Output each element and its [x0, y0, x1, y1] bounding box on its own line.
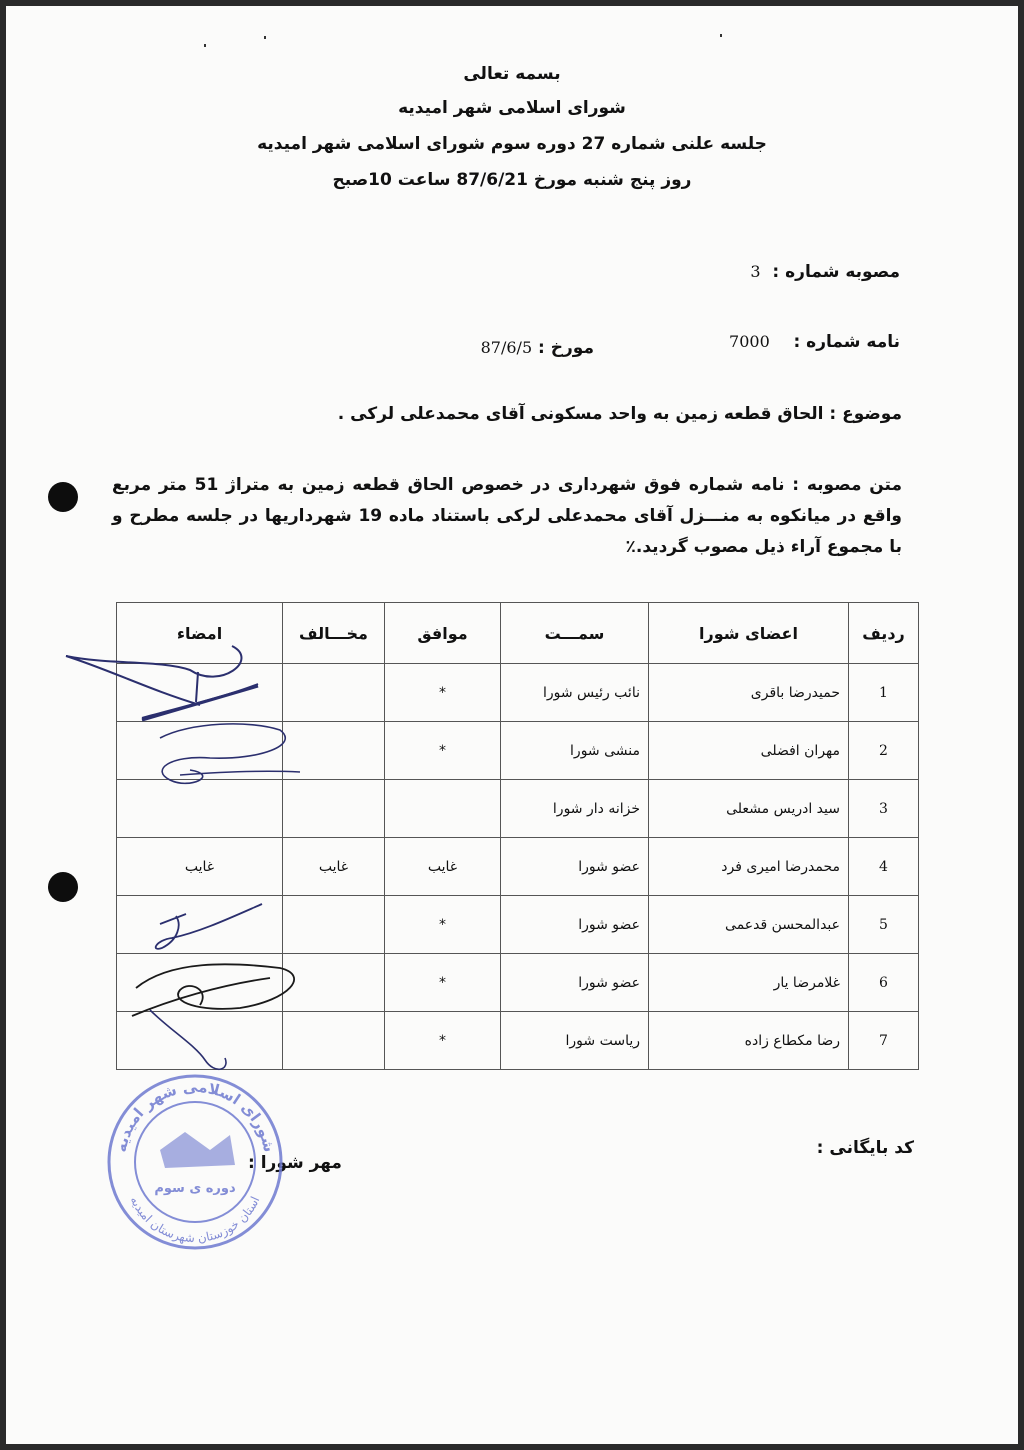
svg-text:استان خوزستان شهرستان امیدیه	[128, 1194, 263, 1245]
oppose-cell	[283, 896, 385, 954]
header-council-name: شورای اسلامی شهر امیدیه	[398, 98, 626, 118]
agree-cell: *	[385, 664, 501, 722]
table-row	[117, 722, 919, 780]
agree-cell: *	[385, 954, 501, 1012]
member-name: عبدالمحسن قدعمی	[649, 896, 849, 954]
resolution-subject: موضوع : الحاق قطعه زمین به واحد مسکونی آقای محمدعلی لرکی .	[337, 404, 902, 424]
signature-cell: غایب	[117, 838, 283, 896]
member-name: غلامرضا یار	[649, 954, 849, 1012]
table-row	[117, 954, 919, 1012]
member-role: عضو شورا	[501, 954, 649, 1012]
agree-cell: غایب	[385, 838, 501, 896]
vote-table	[116, 602, 919, 1070]
oppose-cell	[283, 664, 385, 722]
resolution-number-value: 3	[750, 262, 761, 281]
header-signature: امضاء	[117, 603, 283, 664]
member-name: محمدرضا امیری فرد	[649, 838, 849, 896]
scan-speck	[264, 36, 266, 39]
punch-hole	[48, 872, 78, 902]
table-row	[117, 1012, 919, 1070]
header-oppose: مخـــالف	[283, 603, 385, 664]
letter-number	[729, 332, 900, 352]
member-role: عضو شورا	[501, 838, 649, 896]
header-row-number: ردیف	[849, 603, 919, 664]
oppose-cell	[283, 722, 385, 780]
vote-table-header	[117, 603, 919, 664]
header-session: جلسه علنی شماره 27 دوره سوم شورای اسلامی شهر امیدیه	[257, 134, 767, 154]
row-number: 7	[849, 1012, 919, 1070]
row-number: 4	[849, 838, 919, 896]
row-number: 3	[849, 780, 919, 838]
table-row	[117, 896, 919, 954]
oppose-cell	[283, 1012, 385, 1070]
signature-cell	[117, 780, 283, 838]
signature-cell	[117, 954, 283, 1012]
oppose-cell	[283, 780, 385, 838]
table-row	[117, 664, 919, 722]
member-role: ریاست شورا	[501, 1012, 649, 1070]
resolution-text: متن مصوبه : نامه شماره فوق شهرداری در خصوص الحاق قطعه زمین به متراژ 51 متر مربع واقع در میانکوه به منـــزل آقای محمدعلی لرکی باستناد ماده 19 شهرداریها در جلسه مطرح و با مجموع آراء ذیل مصوب گردید.٪	[112, 475, 902, 557]
oppose-cell: غایب	[283, 838, 385, 896]
header-bismillah: بسمه تعالی	[463, 64, 561, 84]
stamp-bottom-text: استان خوزستان شهرستان امیدیه	[127, 1194, 263, 1246]
member-role: منشی شورا	[501, 722, 649, 780]
table-row	[117, 780, 919, 838]
scan-speck	[204, 44, 206, 47]
row-number: 5	[849, 896, 919, 954]
header-role: سمـــت	[501, 603, 649, 664]
agree-cell	[385, 780, 501, 838]
stamp-emblem-icon	[160, 1132, 235, 1168]
table-row	[117, 838, 919, 896]
letter-date-value: 87/6/5	[480, 338, 533, 357]
member-name: مهران افضلی	[649, 722, 849, 780]
letter-date	[481, 338, 594, 358]
row-number: 2	[849, 722, 919, 780]
member-name: حمیدرضا باقری	[649, 664, 849, 722]
signature-cell	[117, 722, 283, 780]
stamp-outer-text: شورای اسلامی شهر امیدیه	[111, 1077, 279, 1154]
svg-text:شورای اسلامی شهر امیدیه	[112, 1078, 279, 1154]
resolution-number-label: مصوبه شماره :	[772, 262, 900, 282]
row-number: 6	[849, 954, 919, 1012]
council-seal-label: مهر شورا :	[248, 1153, 342, 1173]
member-role: خزانه دار شورا	[501, 780, 649, 838]
member-role: عضو شورا	[501, 896, 649, 954]
member-role: نائب رئیس شورا	[501, 664, 649, 722]
resolution-number	[750, 262, 900, 282]
row-number: 1	[849, 664, 919, 722]
agree-cell: *	[385, 722, 501, 780]
signature-cell	[117, 664, 283, 722]
punch-hole	[48, 482, 78, 512]
member-name: رضا مکطاع زاده	[649, 1012, 849, 1070]
stamp-inner-text: دوره ی سوم	[154, 1181, 236, 1196]
letter-number-label: نامه شماره :	[793, 332, 900, 352]
archive-code-label: کد بایگانی :	[816, 1138, 914, 1158]
header-agree: موافق	[385, 603, 501, 664]
scan-speck	[720, 34, 722, 37]
oppose-cell	[283, 954, 385, 1012]
letter-date-label: مورخ :	[538, 338, 594, 358]
agree-cell: *	[385, 1012, 501, 1070]
letter-number-value: 7000	[729, 332, 770, 351]
header-member: اعضای شورا	[649, 603, 849, 664]
header-date: روز پنج شنبه مورخ 87/6/21 ساعت 10صبح	[332, 170, 692, 190]
signature-cell	[117, 1012, 283, 1070]
agree-cell: *	[385, 896, 501, 954]
member-name: سید ادریس مشعلی	[649, 780, 849, 838]
signature-cell	[117, 896, 283, 954]
